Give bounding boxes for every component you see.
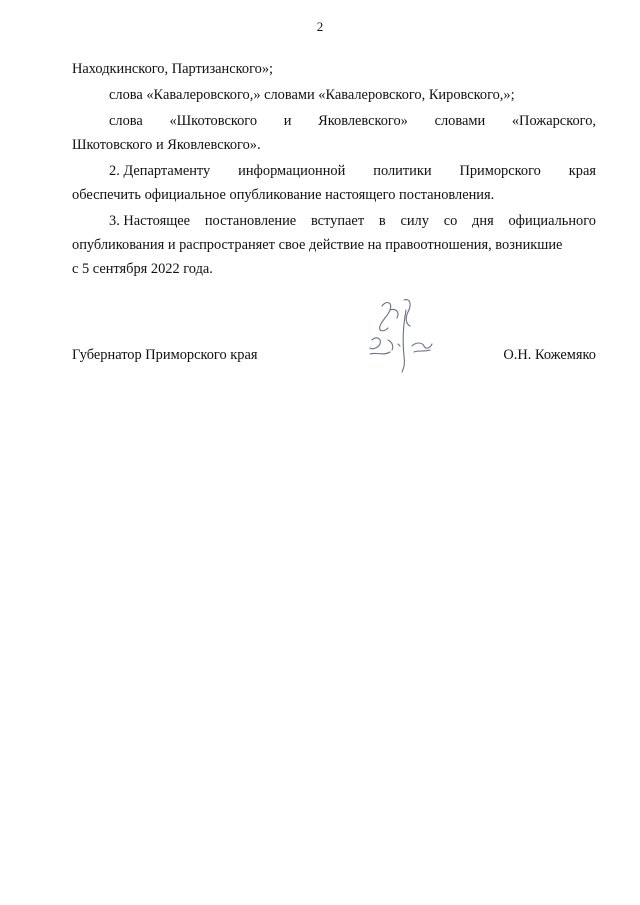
body-line-3-word: слова <box>109 113 143 129</box>
body-line-5-word: Приморского <box>459 163 541 179</box>
body-line-7-word: официального <box>508 213 596 229</box>
signatory-name: О.Н. Кожемяко <box>503 347 596 363</box>
body-line-5 <box>72 159 596 183</box>
body-line-3-word: Яковлевского» <box>318 113 408 129</box>
body-line-3-word: «Пожарского, <box>511 113 596 129</box>
body-line-8: опубликования и распространяет свое действие на правоотношения, возникшие <box>72 237 563 253</box>
body-line-4: Шкотовского и Яковлевского». <box>72 137 261 153</box>
body-line-9: с 5 сентября 2022 года. <box>72 261 213 277</box>
body-line-7-word: вступает <box>310 213 365 229</box>
body-line-7-word: 3. Настоящее <box>109 213 191 229</box>
body-line-1: Находкинского, Партизанского»; <box>72 61 274 77</box>
signatory-position: Губернатор Приморского края <box>72 347 258 363</box>
body-line-7-word: силу <box>400 213 429 229</box>
body-line-7 <box>72 209 596 233</box>
body-line-3 <box>72 109 596 133</box>
body-line-7-word: постановление <box>204 213 297 229</box>
body-line-3-word: словами <box>434 113 486 129</box>
body-line-7-word: в <box>378 213 386 229</box>
body-line-7-word: дня <box>472 213 494 229</box>
body-line-6: обеспечить официальное опубликование настоящего постановления. <box>72 187 495 203</box>
handwritten-signature <box>360 296 440 376</box>
body-line-5-word: 2. Департаменту <box>109 163 211 179</box>
body-line-5-word: информационной <box>238 163 346 179</box>
body-line-3-word: «Шкотовского <box>169 113 258 129</box>
body-line-7-word: со <box>443 213 458 229</box>
body-line-3-word: и <box>283 113 292 129</box>
page-number: 2 <box>316 19 324 34</box>
body-line-5-word: края <box>568 163 596 179</box>
document-body <box>72 57 596 281</box>
body-line-2: слова «Кавалеровского,» словами «Кавалеровского, Кировского,»; <box>109 87 515 103</box>
body-line-5-word: политики <box>373 163 432 179</box>
